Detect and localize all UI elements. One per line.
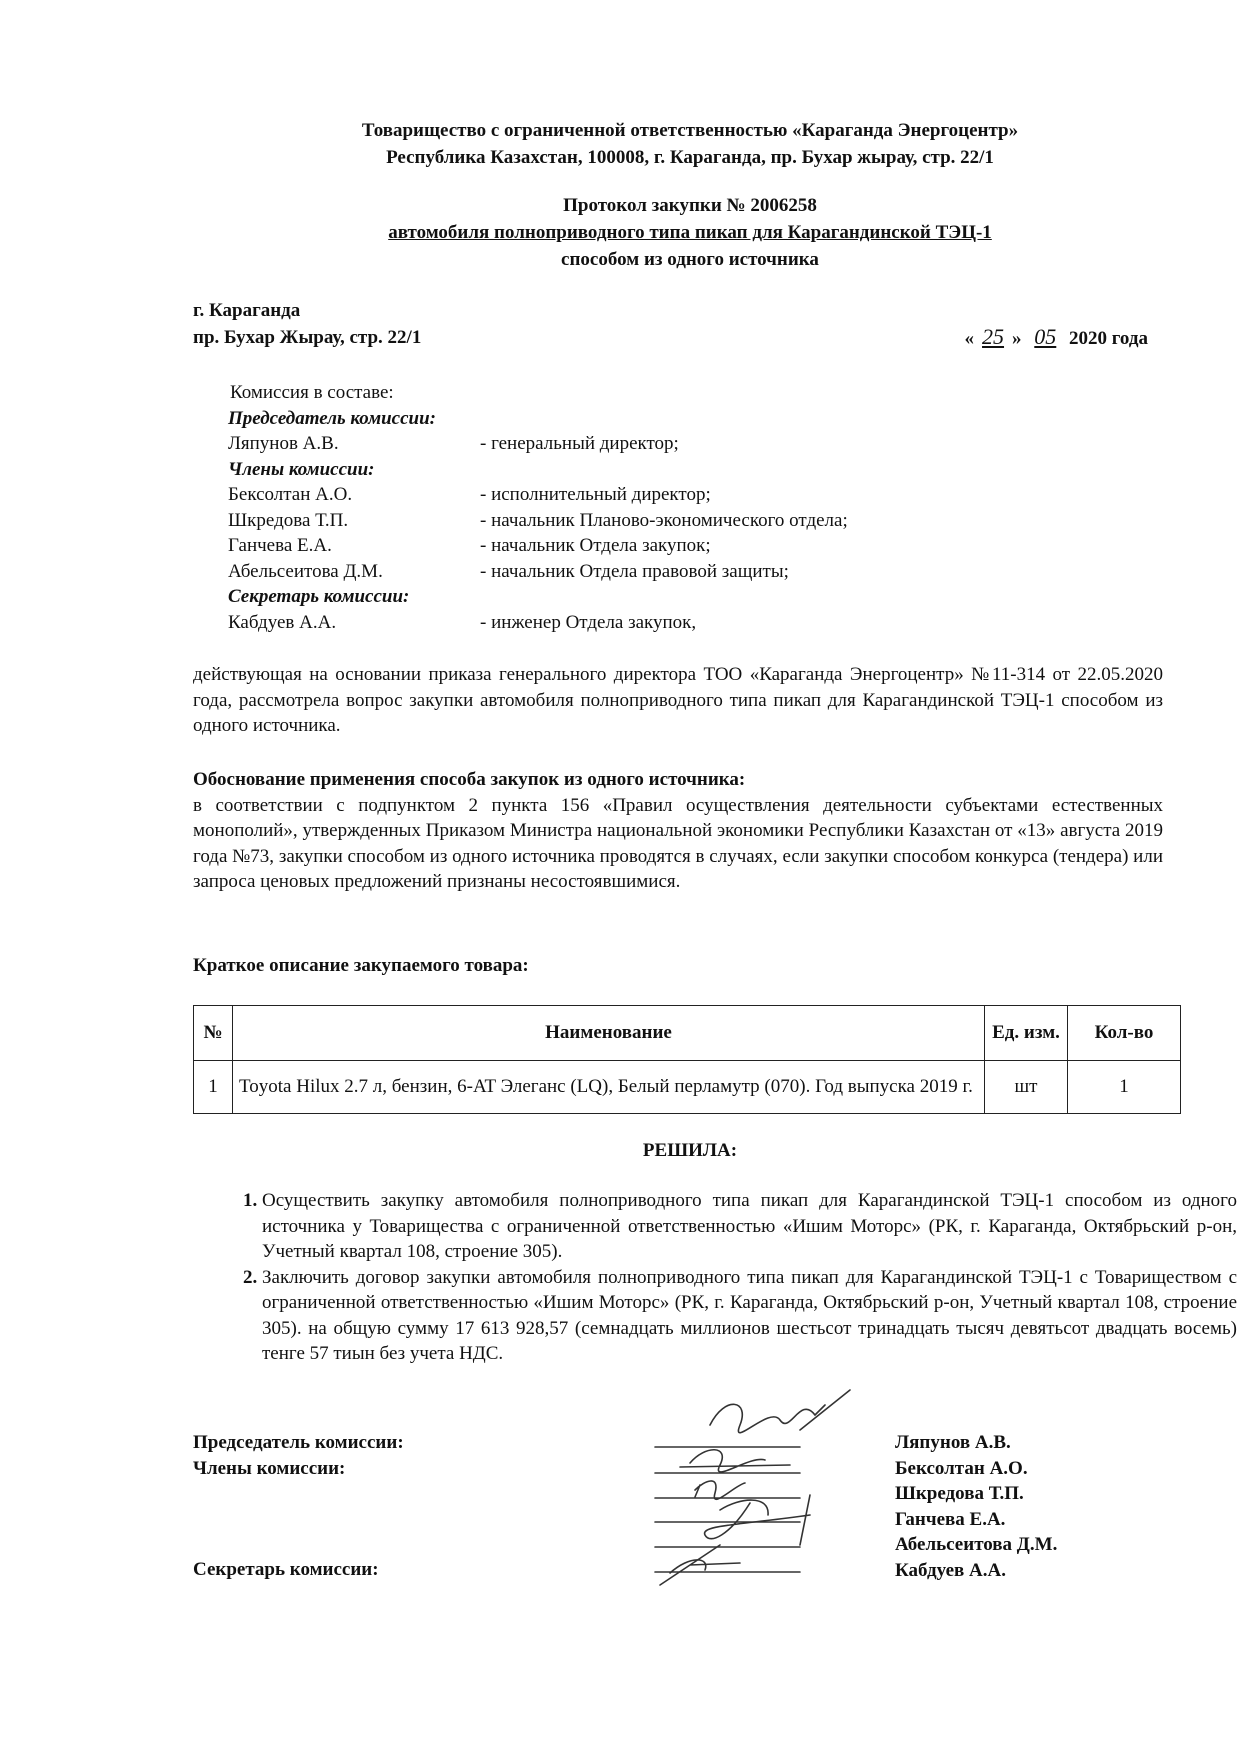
member-row: [228, 533, 848, 559]
protocol-header: [200, 192, 1180, 273]
cell-qty: 1: [1068, 1061, 1181, 1114]
goods-table: [193, 1005, 1181, 1114]
cell-unit: шт: [985, 1061, 1068, 1114]
basis-paragraph: действующая на основании приказа генерального директора ТОО «Караганда Энергоцентр» №11-314 от 22.05.2020 года, рассмотрела вопрос закупки автомобиля полноприводного типа пикап для Карагандинской ТЭЦ-1 способом из одного источника.: [193, 664, 1163, 736]
sign-name: Шкредова Т.П.: [895, 1483, 1024, 1504]
location-city: г. Караганда: [193, 300, 301, 321]
sign-name: Кабдуев А.А.: [895, 1559, 1006, 1581]
chair-name: Ляпунов А.В.: [228, 433, 339, 454]
member-name: Бексолтан А.О.: [228, 484, 353, 505]
date-month: 05: [1034, 324, 1057, 349]
justification-block: [193, 767, 1163, 895]
justification-heading: Обоснование применения способа закупок из одного источника:: [193, 769, 746, 790]
sign-members-label: Члены комиссии:: [193, 1457, 346, 1479]
decision-item: 1. Осуществить закупку автомобиля полноприводного типа пикап для Карагандинской ТЭЦ-1 способом из одного источника у Товарищества с ограниченной ответственностью «Ишим Моторс» (РК, г. Караганда, Октябрьский р-он, Учетный квартал 108, строение 305).: [262, 1188, 1237, 1265]
sign-name: Абельсеитова Д.М.: [895, 1534, 1058, 1555]
table-row: [194, 1061, 1181, 1114]
goods-table-header: [194, 1006, 1181, 1061]
member-position: - исполнительный директор;: [480, 484, 711, 505]
sign-secretary-label: Секретарь комиссии:: [193, 1559, 379, 1580]
location-block: [193, 297, 421, 351]
chair-row: [228, 431, 848, 457]
member-position: - начальник Планово-экономического отдела;: [480, 509, 848, 531]
date-year: 2020 года: [1069, 328, 1148, 349]
members-label: Члены комиссии:: [228, 458, 375, 480]
secretary-label: Секретарь комиссии:: [228, 586, 410, 607]
chair-label: Председатель комиссии:: [228, 407, 436, 429]
decision-heading: РЕШИЛА:: [642, 1140, 738, 1161]
justification-text: в соответствии с подпунктом 2 пункта 156 «Правил осуществления деятельности субъектами естественных монополий», утвержденных Приказом Министра национальной экономики Республики Казахстан от «13» августа 2019 года №73, закупки способом из одного источника проводятся в случаях, если закупки способом конкурса (тендера) или запроса ценовых предложений признаны несостоявшимися.: [193, 794, 1163, 892]
protocol-date: [965, 324, 1148, 350]
cell-num: 1: [194, 1061, 233, 1114]
secretary-position: - инженер Отдела закупок,: [480, 611, 697, 633]
secretary-row: [228, 610, 848, 636]
col-name-header: Наименование: [233, 1006, 985, 1061]
date-open-quote: «: [964, 328, 975, 349]
member-position: - начальник Отдела закупок;: [480, 535, 711, 556]
secretary-name: Кабдуев А.А.: [228, 611, 337, 633]
org-name: Товарищество с ограниченной ответственностью «Караганда Энергоцентр»: [361, 120, 1019, 141]
committee-intro: Комиссия в составе:: [230, 382, 394, 403]
decision-item: 2. Заключить договор закупки автомобиля полноприводного типа пикап для Карагандинской ТЭЦ-1 с Товариществом с ограниченной ответственностью «Ишим Моторс» (РК, г. Караганда, Октябрьский р-он, Учетный квартал 108, строение 305). на общую сумму 17 613 928,57 (семнадцать миллионов шестьсот тринадцать тысяч девятьсот двадцать восемь) тенге 57 тиын без учета НДС.: [262, 1265, 1237, 1367]
signature-names: [895, 1430, 1057, 1583]
cell-name: Toyota Hilux 2.7 л, бензин, 6-AT Элеганс (LQ), Белый перламутр (070). Год выпуска 2019 г.: [233, 1061, 985, 1114]
protocol-subject: автомобиля полноприводного типа пикап для Карагандинской ТЭЦ-1: [388, 222, 992, 243]
member-row: [228, 482, 848, 508]
member-position: - начальник Отдела правовой защиты;: [480, 560, 789, 582]
col-unit-header: Ед. изм.: [985, 1006, 1068, 1061]
member-name: Абельсеитова Д.М.: [228, 560, 383, 582]
col-qty-header: Кол-во: [1068, 1006, 1181, 1061]
organization-header: [200, 117, 1180, 171]
col-num-header: №: [194, 1006, 233, 1061]
chair-position: - генеральный директор;: [480, 433, 679, 454]
committee-composition: [228, 380, 848, 635]
member-row: [228, 559, 848, 585]
member-row: [228, 508, 848, 534]
protocol-method: способом из одного источника: [561, 249, 819, 270]
decision-list: [220, 1188, 1237, 1367]
sign-name: Ганчева Е.А.: [895, 1508, 1006, 1530]
member-name: Шкредова Т.П.: [228, 509, 349, 531]
member-name: Ганчева Е.А.: [228, 535, 332, 556]
date-close-quote: »: [1012, 328, 1022, 349]
protocol-title: Протокол закупки № 2006258: [563, 195, 817, 216]
goods-heading: Краткое описание закупаемого товара:: [193, 955, 529, 976]
date-day: 25: [982, 324, 1005, 349]
location-address: пр. Бухар Жырау, стр. 22/1: [193, 327, 422, 348]
sign-chair-label: Председатель комиссии:: [193, 1432, 404, 1453]
sign-name: Ляпунов А.В.: [895, 1432, 1011, 1453]
signature-labels: [193, 1430, 404, 1583]
org-address: Республика Казахстан, 100008, г. Караганда, пр. Бухар жырау, стр. 22/1: [386, 147, 994, 168]
sign-name: Бексолтан А.О.: [895, 1457, 1028, 1479]
handwritten-signatures-icon: [650, 1385, 910, 1605]
